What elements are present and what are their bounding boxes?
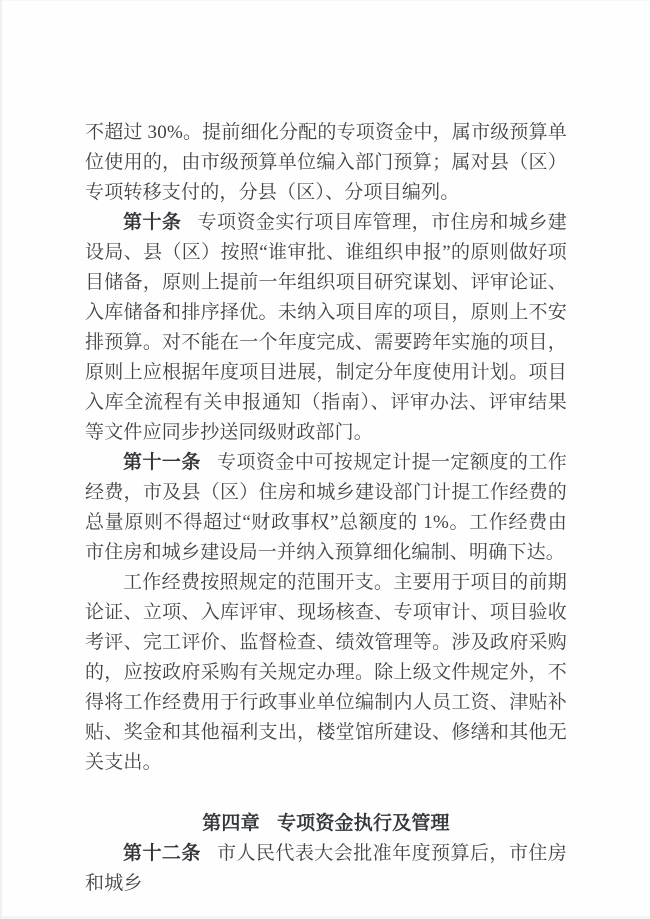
paragraph-text: 不超过 30%。提前细化分配的专项资金中，属市级预算单位使用的，由市级预算单位编入部门预算；属对县（区）专项转移支付的，分县（区）、分项目编列。 (85, 122, 567, 203)
paragraph-text: 专项资金实行项目库管理，市住房和城乡建设局、县（区）按照“谁审批、谁组织申报”的原则做好项目储备，原则上提前一年组织项目研究谋划、评审论证、入库储备和排序择优。未纳入项目库的项目，原则上不安排预算。对不能在一个年度完成、需要跨年实施的项目，原则上应根据年度项目进展，制定分年度使用计划。项目入库全流程有关申报通知（指南）、评审办法、评审结果等文件应同步抄送同级财政部门。 (85, 212, 567, 443)
paragraph-text: 专项资金中可按规定计提一定额度的工作经费，市及县（区）住房和城乡建设部门计提工作经费的总量原则不得超过“财政事权”总额度的 1%。工作经费由市住房和城乡建设局一并纳入预算细化编制、明确下达。 (85, 452, 567, 563)
chapter-heading (85, 809, 567, 839)
article-number: 第十二条 (123, 843, 201, 864)
paragraph-article-10 (85, 208, 567, 448)
paragraph-text: 市人民代表大会批准年度预算后，市住房和城乡 (85, 843, 567, 894)
document-body (85, 118, 567, 899)
paragraph-text: 工作经费按照规定的范围开支。主要用于项目的前期论证、立项、入库评审、现场核查、专项审计、项目验收考评、完工评价、监督检查、绩效管理等。涉及政府采购的，应按政府采购有关规定办理。除上级文件规定外，不得将工作经费用于行政事业单位编制内人员工资、津贴补贴、奖金和其他福利支出，楼堂馆所建设、修缮和其他无关支出。 (85, 572, 567, 773)
article-number: 第十条 (123, 212, 182, 233)
paragraph-article-11 (85, 448, 567, 568)
article-number: 第十一条 (123, 452, 201, 473)
chapter-number: 第四章 (202, 813, 260, 834)
chapter-title: 专项资金执行及管理 (276, 813, 450, 834)
paragraph-article-12 (85, 839, 567, 899)
paragraph-work-funds (85, 568, 567, 778)
paragraph-continuation (85, 118, 567, 208)
